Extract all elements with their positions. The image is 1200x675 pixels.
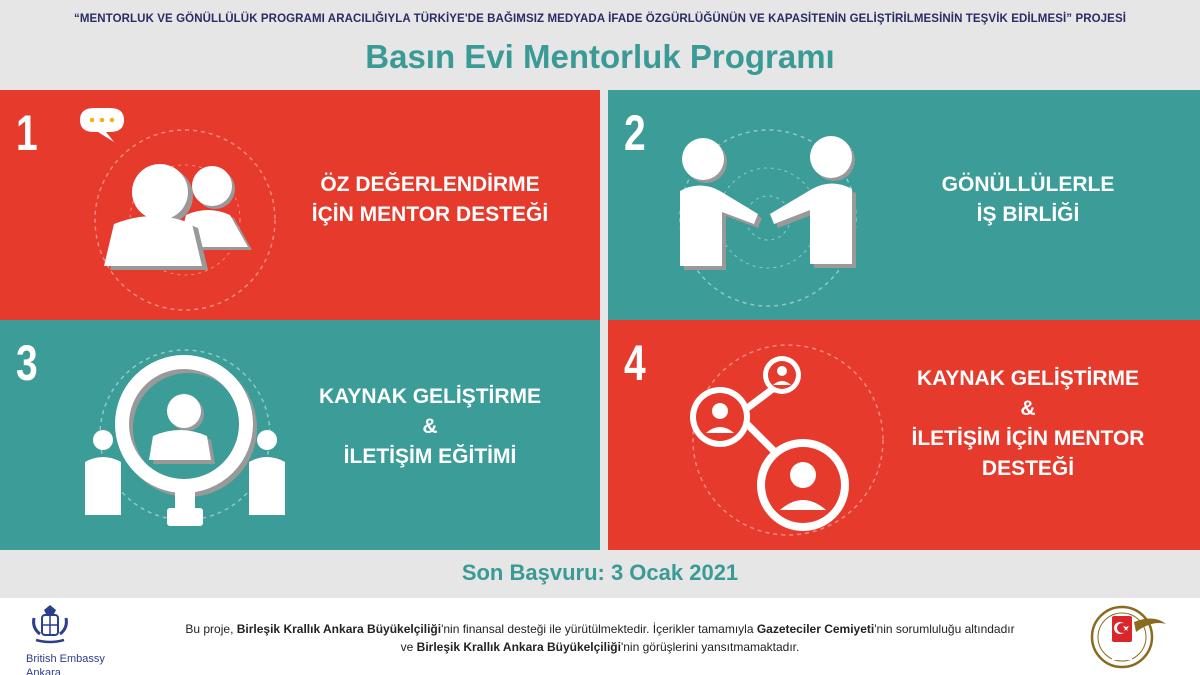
footer [0,598,1200,675]
deadline: Son Başvuru: 3 Ocak 2021 [461,560,739,585]
network-people-icon [678,335,888,545]
gazeteciler-cemiyeti-logo [1082,602,1172,672]
two-people-chat-icon [70,100,280,315]
program-title: Basın Evi Mentorluk Programı [365,38,835,75]
project-title: “MENTORLUK VE GÖNÜLLÜLÜK PROGRAMI ARACILIĞIYLA TÜRKİYE'DE BAĞIMSIZ MEDYADA İFADE ÖZGÜRLÜĞÜNÜN VE KAPASİTENİN GELİŞTİRİLMESİNİN TEŞVİK EDİLMESİ” PROJESİ [73,13,1127,25]
panel-number: 2 [624,105,646,161]
panel-4 [608,320,1200,550]
royal-crest-icon [30,604,70,646]
header [0,0,1200,90]
panel-2-text: GÖNÜLLÜLERLE İŞ BİRLİĞİ [941,173,1115,226]
panel-3-text: KAYNAK GELİŞTİRME & İLETİŞİM EĞİTİMİ [318,385,542,468]
panel-2 [608,90,1200,320]
panel-number: 1 [16,105,38,161]
embassy-name: British Embassy [26,653,105,665]
panel-4-text: KAYNAK GELİŞTİRME & İLETİŞİM İÇİN MENTOR DESTEĞİ [911,367,1145,480]
panel-3 [0,320,600,550]
panel-1-text: ÖZ DEĞERLENDİRME İÇİN MENTOR DESTEĞİ [311,173,549,226]
british-embassy-logo [26,604,116,675]
panel-divider [600,90,608,550]
footer-disclaimer: Bu proje, Birleşik Krallık Ankara Büyükelçiliği'nin finansal desteği ile yürütülmektedir. İçerikler tamamıyla Gazeteciler Cemiyeti'nin sorumluluğu altındadır ve Birleşik Krallık Ankara Büyükelçiliği'nin görüşlerini yansıtmamaktadır. [185,622,1015,654]
panel-1 [0,90,600,320]
panel-number: 4 [624,335,646,391]
handshake-icon [668,100,868,310]
magnifier-people-icon [75,340,295,540]
panel-number: 3 [16,335,38,391]
embassy-city: Ankara [26,667,61,675]
